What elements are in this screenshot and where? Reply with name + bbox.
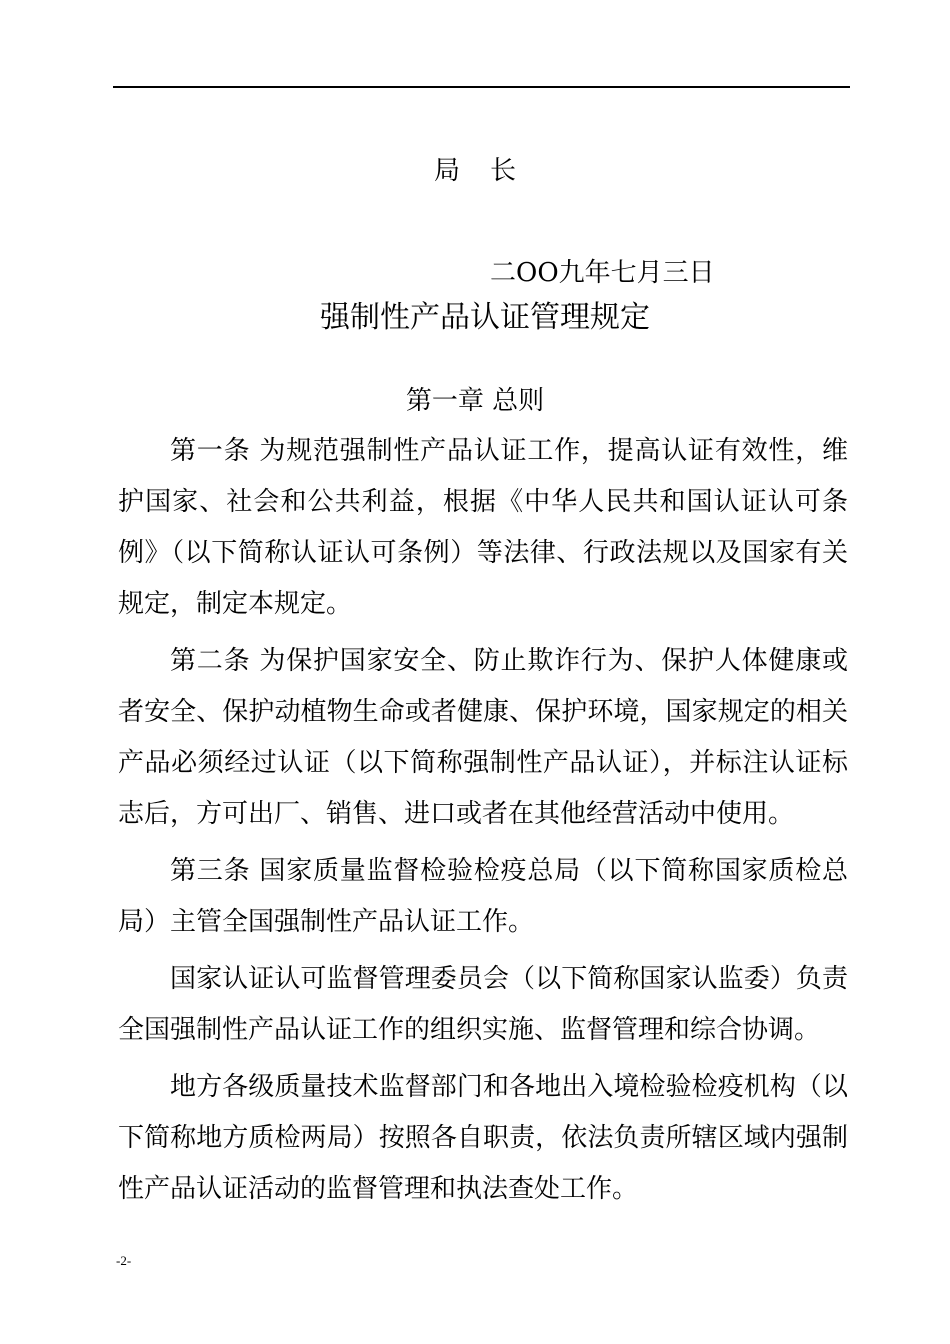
article-3-local-paragraph: 地方各级质量技术监督部门和各地出入境检验检疫机构（以下简称地方质检两局）按照各自职责，依法负责所辖区域内强制性产品认证活动的监督管理和执法查处工作。 [118,1072,848,1204]
chapter-heading: 第一章 总则 [405,386,545,416]
article-2-paragraph: 第二条 为保护国家安全、防止欺诈行为、保护人体健康或者安全、保护动植物生命或者健康、保护环境，国家规定的相关产品必须经过认证（以下简称强制性产品认证），并标注认证标志后，方可出厂、销售、进口或者在其他经营活动中使用。 [118,646,848,829]
signature-right-char: 长 [490,156,517,186]
body-text [118,426,848,1215]
article-1-paragraph: 第一条 为规范强制性产品认证工作，提高认证有效性，维护国家、社会和公共利益，根据《中华人民共和国认证认可条例》（以下简称认证认可条例）等法律、行政法规以及国家有关规定，制定本规定。 [118,436,848,619]
article-3-cnca-paragraph: 国家认证认可监督管理委员会（以下简称国家认监委）负责全国强制性产品认证工作的组织实施、监督管理和综合协调。 [118,964,848,1045]
article-3-paragraph: 第三条 国家质量监督检验检疫总局（以下简称国家质检总局）主管全国强制性产品认证工作。 [118,856,848,937]
signature-title [0,150,950,187]
page-number: -2- [116,1253,132,1268]
header-rule [113,86,850,88]
signature-left-char: 局 [433,156,460,186]
document-title: 强制性产品认证管理规定 [320,300,650,335]
document-date: 二OO九年七月三日 [490,258,715,288]
